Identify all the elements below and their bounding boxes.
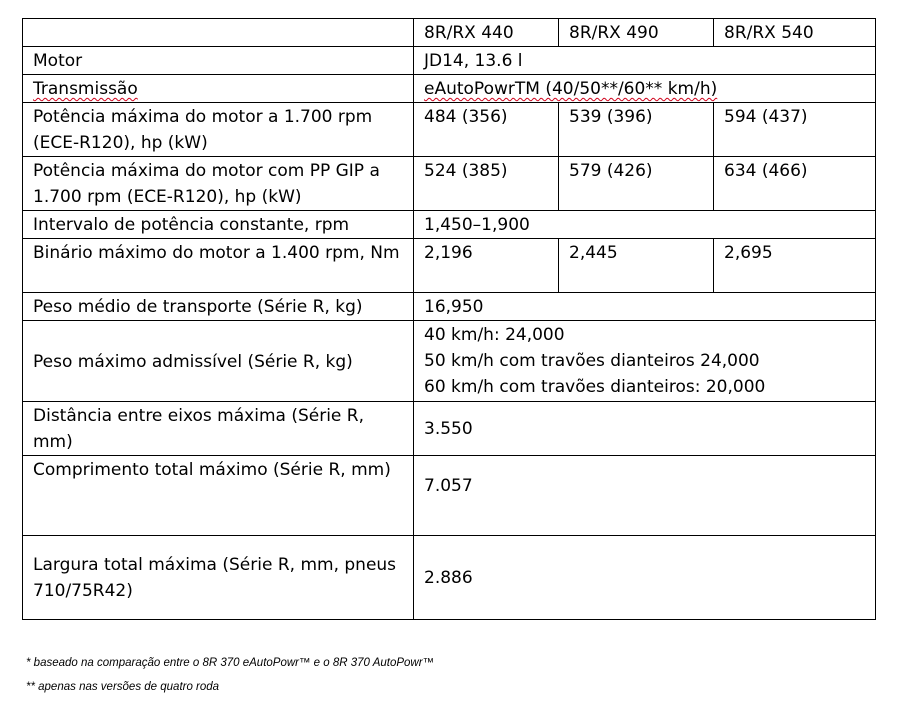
row-value-text: 7.057 <box>424 476 473 496</box>
row-value: 579 (426) <box>559 157 714 211</box>
header-cell-empty <box>23 19 414 47</box>
row-value: 1,450–1,900 <box>414 211 876 239</box>
table-row <box>23 211 876 239</box>
table-row <box>23 293 876 321</box>
row-label: Comprimento total máximo (Série R, mm) <box>23 456 414 536</box>
row-value: 2,445 <box>559 239 714 293</box>
row-value: 3.550 <box>414 402 876 456</box>
table-row <box>23 157 876 211</box>
row-value: 524 (385) <box>414 157 559 211</box>
row-label: Potência máxima do motor com PP GIP a 1.700 rpm (ECE-R120), hp (kW) <box>23 157 414 211</box>
footnote-2: ** apenas nas versões de quatro roda <box>26 681 220 693</box>
row-value: 2,196 <box>414 239 559 293</box>
row-label: Peso médio de transporte (Série R, kg) <box>23 293 414 321</box>
row-label: Largura total máxima (Série R, mm, pneus 710/75R42) <box>23 536 414 620</box>
table-row <box>23 456 876 536</box>
row-label: Distância entre eixos máxima (Série R, mm) <box>23 402 414 456</box>
row-value: 634 (466) <box>714 157 876 211</box>
header-row <box>23 19 876 47</box>
header-cell-model: 8R/RX 540 <box>714 19 876 47</box>
row-label: Intervalo de potência constante, rpm <box>23 211 414 239</box>
row-value: 2,695 <box>714 239 876 293</box>
row-value <box>414 456 876 536</box>
table-row <box>23 47 876 75</box>
row-label: Transmissão <box>23 75 414 103</box>
row-label: Binário máximo do motor a 1.400 rpm, Nm <box>23 239 414 293</box>
header-cell-model: 8R/RX 490 <box>559 19 714 47</box>
row-value: 40 km/h: 24,000 50 km/h com travões dianteiros 24,000 60 km/h com travões dianteiros: 20,000 <box>414 321 876 402</box>
table-row <box>23 103 876 157</box>
header-cell-model: 8R/RX 440 <box>414 19 559 47</box>
table-row <box>23 75 876 103</box>
row-value: 594 (437) <box>714 103 876 157</box>
table-row <box>23 402 876 456</box>
row-label: Motor <box>23 47 414 75</box>
footnote-1: * baseado na comparação entre o 8R 370 eAutoPowr™ e o 8R 370 AutoPowr™ <box>26 657 435 669</box>
table-row <box>23 239 876 293</box>
row-value: JD14, 13.6 l <box>414 47 876 75</box>
row-value: 16,950 <box>414 293 876 321</box>
row-value: eAutoPowrTM (40/50**/60** km/h) <box>414 75 876 103</box>
row-value: 2.886 <box>414 536 876 620</box>
table-row <box>23 321 876 402</box>
row-label: Potência máxima do motor a 1.700 rpm (ECE-R120), hp (kW) <box>23 103 414 157</box>
row-label: Peso máximo admissível (Série R, kg) <box>23 321 414 402</box>
row-value: 539 (396) <box>559 103 714 157</box>
spec-table <box>22 18 876 620</box>
table-row <box>23 536 876 620</box>
row-value: 484 (356) <box>414 103 559 157</box>
